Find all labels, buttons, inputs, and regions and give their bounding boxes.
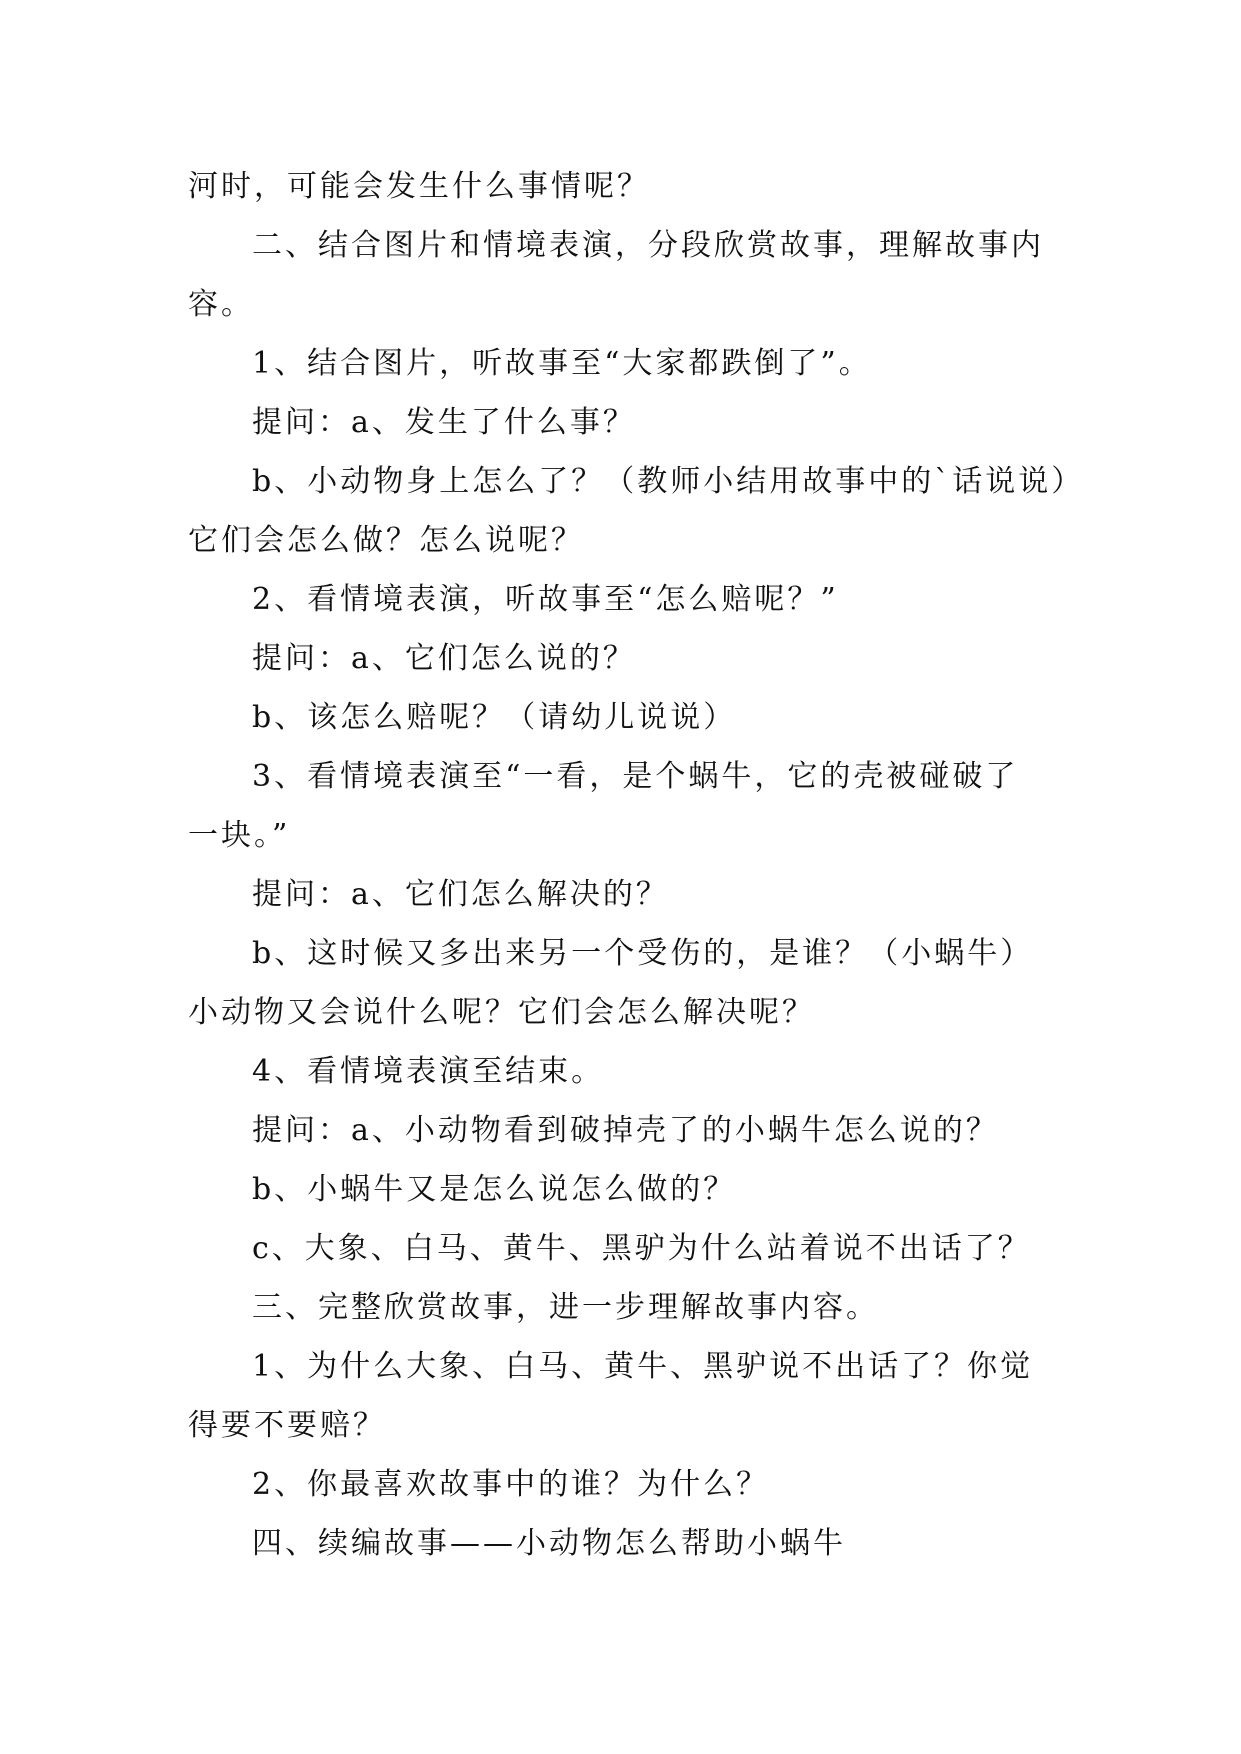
text-line: 提问：a、小动物看到破掉壳了的小蜗牛怎么说的？	[252, 1113, 999, 1148]
text-line: 1、结合图片，听故事至“大家都跌倒了”。	[252, 346, 872, 381]
text-line: b、这时候又多出来另一个受伤的，是谁？（小蜗牛）	[252, 936, 1034, 971]
text-line: 得要不要赔？	[188, 1408, 386, 1443]
document-body	[188, 157, 1085, 1573]
text-line: 它们会怎么做？怎么说呢？	[188, 523, 584, 558]
text-line: 4、看情境表演至结束。	[252, 1054, 605, 1089]
text-line: 2、看情境表演，听故事至“怎么赔呢？”	[252, 582, 839, 617]
text-line: 2、你最喜欢故事中的谁？为什么？	[252, 1467, 770, 1502]
text-line: 3、看情境表演至“一看，是个蜗牛，它的壳被碰破了	[252, 759, 1019, 794]
text-line: 小动物又会说什么呢？它们会怎么解决呢？	[188, 995, 815, 1030]
text-line: 一块。”	[188, 818, 291, 853]
text-line: 四、续编故事——小动物怎么帮助小蜗牛	[252, 1526, 846, 1561]
text-line: 三、完整欣赏故事，进一步理解故事内容。	[252, 1290, 879, 1325]
text-line: 河时，可能会发生什么事情呢？	[188, 169, 650, 204]
text-line: 二、结合图片和情境表演，分段欣赏故事，理解故事内	[252, 228, 1044, 263]
text-line: c、大象、白马、黄牛、黑驴为什么站着说不出话了？	[252, 1231, 1031, 1266]
text-line: b、小动物身上怎么了？（教师小结用故事中的`话说说）	[252, 464, 1085, 499]
text-line: 提问：a、发生了什么事？	[252, 405, 636, 440]
text-line: 提问：a、它们怎么解决的？	[252, 877, 669, 912]
text-line: b、该怎么赔呢？（请幼儿说说）	[252, 700, 737, 735]
text-line: 1、为什么大象、白马、黄牛、黑驴说不出话了？你觉	[252, 1349, 1034, 1384]
text-line: 容。	[188, 287, 254, 322]
text-line: b、小蜗牛又是怎么说怎么做的？	[252, 1172, 737, 1207]
text-line: 提问：a、它们怎么说的？	[252, 641, 636, 676]
